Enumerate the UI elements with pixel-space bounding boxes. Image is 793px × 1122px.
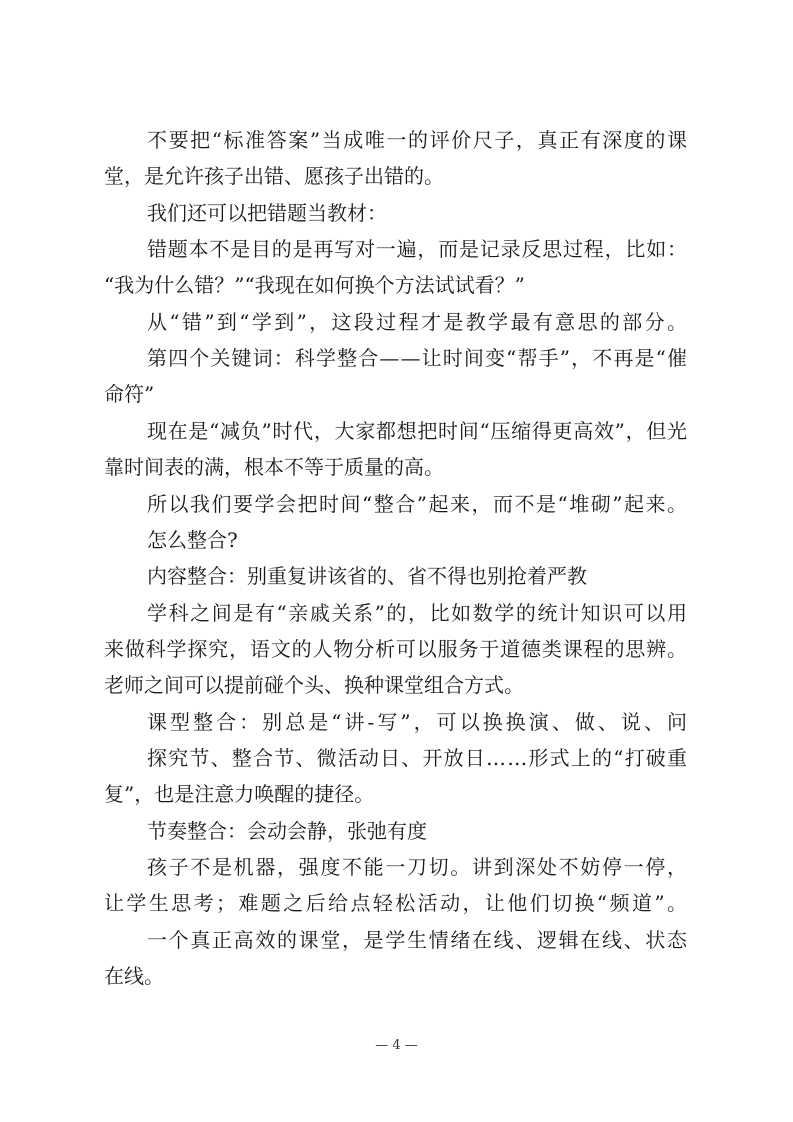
page-number: — 4 — [375,1038,418,1053]
paragraph-line: 命符” [104,382,155,406]
paragraph-line: “我为什么错？”“我现在如何换个方法试试看？” [104,273,525,297]
paragraph-line: 靠时间表的满，根本不等于质量的高。 [104,455,444,479]
paragraph-line: 堂，是允许孩子出错、愿孩子出错的。 [104,164,444,188]
paragraph-line: 第四个关键词：科学整合——让时间变“帮手”，不再是“催 [147,346,689,370]
paragraph-line: 孩子不是机器，强度不能一刀切。讲到深处不妨停一停， [147,855,689,879]
paragraph-line: 复”，也是注意力唤醒的捷径。 [104,782,375,806]
paragraph-line: 错题本不是目的是再写对一遍，而是记录反思过程，比如： [147,237,688,261]
paragraph-line: 课型整合：别总是“讲-写”，可以换换演、做、说、问 [147,710,691,734]
paragraph-line: 怎么整合? [147,528,238,552]
paragraph-line: 探究节、整合节、微活动日、开放日……形式上的“打破重 [147,746,689,770]
paragraph-line: 所以我们要学会把时间“整合”起来，而不是“堆砌”起来。 [147,492,689,516]
paragraph-line: 学科之间是有“亲戚关系”的，比如数学的统计知识可以用 [147,601,689,625]
paragraph-line: 不要把“标准答案”当成唯一的评价尺子，真正有深度的课 [147,128,689,152]
paragraph-line: 老师之间可以提前碰个头、换种课堂组合方式。 [104,673,524,697]
paragraph-line: 内容整合：别重复讲该省的、省不得也别抢着严教 [147,564,587,588]
paragraph-line: 现在是“减负”时代，大家都想把时间“压缩得更高效”，但光 [147,419,688,443]
paragraph-line: 让学生思考；难题之后给点轻松活动，让他们切换“频道”。 [104,891,690,915]
paragraph-line: 来做科学探究，语文的人物分析可以服务于道德类课程的思辨。 [104,637,688,661]
paragraph-line: 在线。 [104,964,164,988]
paragraph-line: 节奏整合：会动会静，张弛有度 [147,819,427,843]
paragraph-line: 我们还可以把错题当教材： [147,201,387,225]
paragraph-line: 从“错”到“学到”，这段过程才是教学最有意思的部分。 [147,310,690,334]
paragraph-line: 一个真正高效的课堂，是学生情绪在线、逻辑在线、状态 [147,928,689,952]
